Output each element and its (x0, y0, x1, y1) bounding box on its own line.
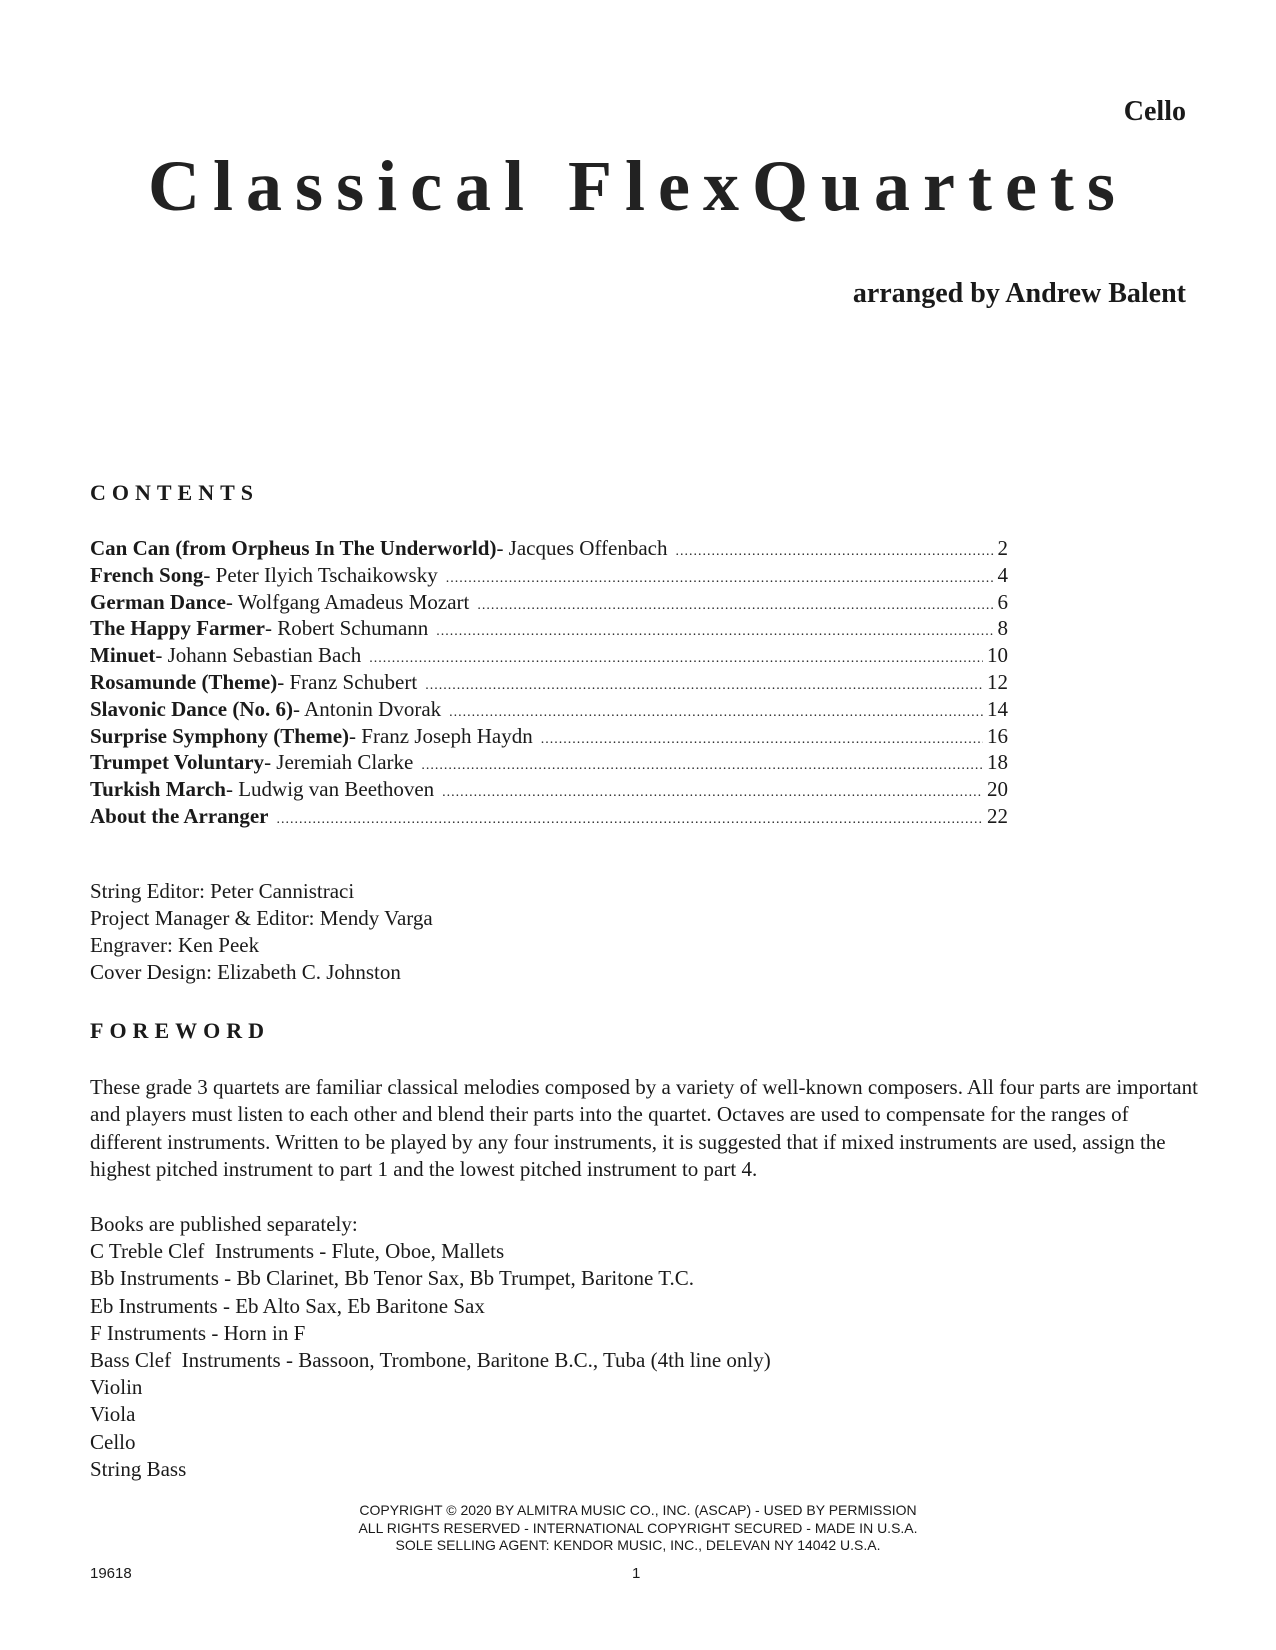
toc-page-number: 22 (987, 803, 1008, 828)
toc-title: The Happy Farmer (90, 616, 265, 641)
books-intro: Books are published separately: (90, 1212, 358, 1236)
copyright-line: COPYRIGHT © 2020 BY ALMITRA MUSIC CO., INC. (ASCAP) - USED BY PERMISSION (359, 1502, 917, 1518)
toc-row (90, 723, 1008, 750)
credit-line: String Editor: Peter Cannistraci (90, 879, 355, 903)
toc-leader-dots (675, 539, 993, 566)
toc-page-number: 2 (997, 536, 1008, 560)
toc-row (90, 642, 1008, 669)
page-title: Classical FlexQuartets (148, 146, 1128, 226)
book-item: Violin (90, 1375, 143, 1400)
book-item: Bass Clef Instruments - Bassoon, Trombone, Baritone B.C., Tuba (4th line only) (90, 1348, 771, 1373)
toc-title: Surprise Symphony (Theme) (90, 723, 350, 748)
book-item: F Instruments - Horn in F (90, 1320, 306, 1345)
toc-row (90, 535, 1008, 562)
copyright-line: SOLE SELLING AGENT: KENDOR MUSIC, INC., DELEVAN NY 14042 U.S.A. (395, 1537, 881, 1553)
toc-title: French Song (90, 562, 204, 587)
toc-composer: - Jacques Offenbach (496, 536, 668, 560)
toc-row (90, 776, 1008, 803)
toc-page-number: 6 (997, 589, 1008, 614)
catalog-number: 19618 (90, 1565, 132, 1582)
toc-row (90, 615, 1008, 642)
copyright-line: ALL RIGHTS RESERVED - INTERNATIONAL COPYRIGHT SECURED - MADE IN U.S.A. (358, 1519, 918, 1536)
toc-leader-dots (541, 727, 983, 754)
book-item: C Treble Clef Instruments - Flute, Oboe, Mallets (90, 1239, 505, 1264)
toc-row (90, 589, 1008, 616)
instrument-label: Cello (1123, 96, 1186, 127)
toc-title: German Dance (90, 589, 226, 614)
credits-list (90, 878, 433, 986)
toc-composer: - Wolfgang Amadeus Mozart (225, 589, 470, 614)
toc-title: About the Arranger (90, 803, 269, 828)
book-item: String Bass (90, 1456, 187, 1481)
toc-page-number: 10 (987, 643, 1008, 668)
toc-composer: - Johann Sebastian Bach (155, 643, 362, 668)
toc-page-number: 16 (987, 723, 1008, 748)
toc-leader-dots (442, 780, 983, 807)
toc-leader-dots (425, 673, 983, 700)
toc-leader-dots (436, 619, 993, 646)
toc-page-number: 18 (987, 750, 1008, 775)
toc-leader-dots (276, 807, 983, 834)
toc-row (90, 562, 1008, 589)
toc-leader-dots (477, 593, 993, 620)
toc-composer: - Robert Schumann (264, 616, 429, 641)
credit-line: Project Manager & Editor: Mendy Varga (90, 906, 433, 930)
toc-row (90, 669, 1008, 696)
toc-composer: - Antonin Dvorak (293, 696, 442, 721)
toc-page-number: 12 (987, 669, 1008, 694)
table-of-contents (90, 535, 1008, 830)
toc-composer: - Ludwig van Beethoven (225, 777, 435, 802)
toc-title: Rosamunde (Theme) (90, 669, 278, 694)
toc-title: Minuet (90, 643, 156, 668)
toc-title: Slavonic Dance (No. 6) (90, 696, 293, 721)
copyright-notice (0, 1502, 1276, 1555)
books-list (90, 1211, 771, 1483)
toc-leader-dots (369, 646, 983, 673)
foreword-paragraph: These grade 3 quartets are familiar classical melodies composed by a variety of well-known composers. All four parts are important and players must listen to each other and blend their parts into the quartet. Octaves are used to compensate for the ranges of different instruments. Written to be played by any four instruments, it is suggested that if mixed instruments are used, assign the highest pitched instrument to part 1 and the lowest pitched instrument to part 4. (90, 1075, 1198, 1181)
foreword-heading: FOREWORD (90, 1018, 270, 1043)
toc-leader-dots (446, 566, 994, 593)
toc-row (90, 803, 1008, 830)
toc-title: Can Can (from Orpheus In The Underworld) (90, 536, 497, 560)
book-item: Viola (90, 1402, 136, 1427)
toc-title: Trumpet Voluntary (90, 750, 265, 775)
toc-page-number: 8 (997, 616, 1008, 641)
toc-row (90, 696, 1008, 723)
credit-line: Engraver: Ken Peek (90, 933, 260, 957)
toc-title: Turkish March (90, 777, 226, 802)
toc-page-number: 4 (997, 562, 1008, 587)
toc-leader-dots (421, 753, 983, 780)
toc-composer: - Franz Schubert (277, 669, 418, 694)
contents-heading: CONTENTS (90, 480, 260, 505)
book-item: Cello (90, 1429, 136, 1454)
arranger-credit: arranged by Andrew Balent (852, 278, 1186, 309)
toc-row (90, 749, 1008, 776)
page-number: 1 (632, 1565, 641, 1582)
credit-line: Cover Design: Elizabeth C. Johnston (90, 960, 401, 984)
toc-composer: - Jeremiah Clarke (264, 750, 414, 775)
book-item: Bb Instruments - Bb Clarinet, Bb Tenor Sax, Bb Trumpet, Baritone T.C. (90, 1266, 695, 1291)
toc-page-number: 14 (987, 696, 1008, 721)
book-item: Eb Instruments - Eb Alto Sax, Eb Baritone Sax (90, 1293, 485, 1318)
toc-composer: - Franz Joseph Haydn (349, 723, 533, 748)
toc-page-number: 20 (987, 777, 1008, 802)
toc-composer: - Peter Ilyich Tschaikowsky (203, 562, 438, 587)
